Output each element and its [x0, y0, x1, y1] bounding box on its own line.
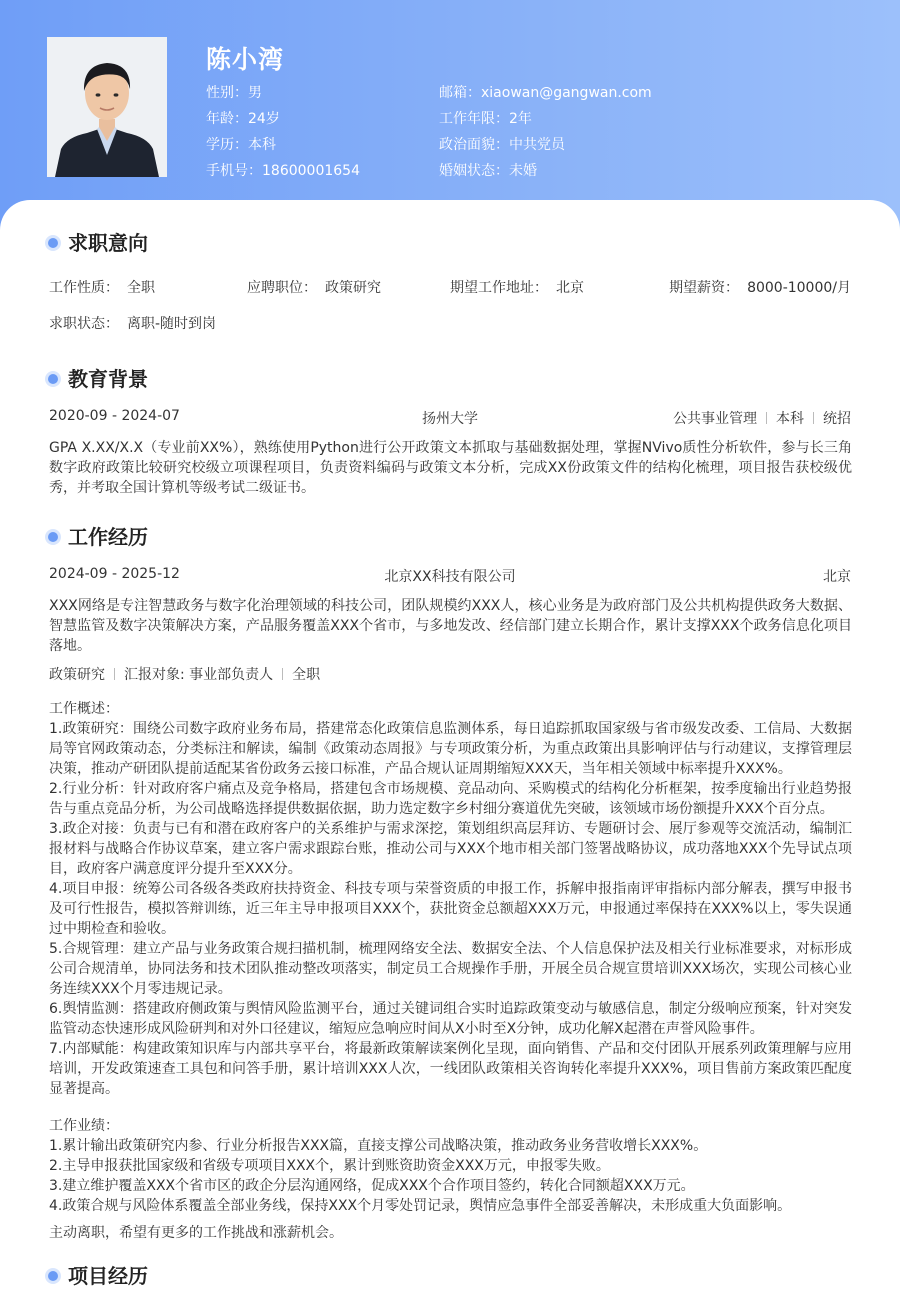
achievement-item: 2.主导申报获批国家级和省级专项项目XXX个，累计到账资助资金XXX万元，申报零失败。: [49, 1158, 610, 1174]
work-tags: [49, 664, 320, 684]
company-name: 北京XX科技有限公司: [384, 569, 516, 585]
divider: [282, 668, 283, 680]
overview-title: 工作概述：: [49, 701, 119, 717]
candidate-name: 陈小湾: [206, 45, 285, 74]
overview-item: 4.项目申报：统筹公司各级各类政府扶持资金、科技专项与荣誉资质的申报工作，拆解申报指南评审指标内部分解表，撰写申报书及可行性报告，模拟答辩训练，近三年主导申报项目XXX个，获批资金总额超XXX万元，申报通过率保持在XXX%以上，零失误通过中期检查和验收。: [49, 881, 852, 937]
company-description: XXX网络是专注智慧政务与数字化治理领域的科技公司，团队规模约XXX人，核心业务是为政府部门及公共机构提供政务大数据、智慧监管及数字决策解决方案，产品服务覆盖XXX个省市，与多地发改、经信部门建立长期合作，累计支撑XXX个政务信息化项目落地。: [49, 598, 852, 654]
education-field: 学历：本科: [206, 137, 276, 153]
degree: 本科: [776, 411, 804, 427]
major: 公共事业管理: [673, 411, 757, 427]
report-to: 汇报对象: 事业部负责人: [124, 667, 274, 683]
basic-info-left: [206, 83, 360, 187]
email-field: 邮箱：xiaowan@gangwan.com: [439, 85, 652, 101]
gender-field: 性别：男: [206, 85, 262, 101]
work-period: 2024-09 - 2025-12: [49, 566, 180, 582]
overview-item: 5.合规管理：建立产品与业务政策合规扫描机制，梳理网络安全法、数据安全法、个人信息保护法及相关行业标准要求，对标形成公司合规清单，协同法务和技术团队推动整改项落实，制定员工合规操作手册，开展全员合规宣贯培训XXX场次，实现公司核心业务连续XXX个月零违规记录。: [49, 941, 852, 997]
political-status-field: 政治面貌：中共党员: [439, 137, 565, 153]
section-dot-icon: [48, 1271, 58, 1281]
job-type: 工作性质： 全职: [49, 280, 155, 296]
divider: [766, 412, 767, 424]
overview-item: 3.政企对接：负责与已有和潜在政府客户的关系维护与需求深挖，策划组织高层拜访、专题研讨会、展厅参观等交流活动，编制汇报材料与战略合作协议草案，建立客户需求跟踪台账，推动公司与XXX个地市相关部门签署战略协议，成功落地XXX个先导试点项目，政府客户满意度评分提升至XXX分。: [49, 821, 852, 877]
education-description: GPA X.XX/X.X（专业前XX%），熟练使用Python进行公开政策文本抓取与基础数据处理，掌握NVivo质性分析软件，参与长三角数字政府政策比较研究校级立项课程项目，负责资料编码与政策文本分析，完成XX份政策文件的结构化梳理，项目报告获校级优秀，并考取全国计算机等级考试二级证书。: [49, 440, 852, 496]
school-name: 扬州大学: [422, 411, 478, 427]
profile-photo: [47, 37, 167, 177]
section-dot-icon: [48, 532, 58, 542]
divider: [813, 412, 814, 424]
divider: [114, 668, 115, 680]
job-position: 应聘职位： 政策研究: [247, 280, 381, 296]
achievements-title: 工作业绩：: [49, 1118, 119, 1134]
overview-item: 7.内部赋能：构建政策知识库与内部共享平台，将最新政策解读案例化呈现，面向销售、产品和交付团队开展系列政策理解与应用培训，开发政策速查工具包和问答手册，累计培训XXX人次，一线团队政策相关咨询转化率提升XXX%，项目售前方案政策匹配度显著提高。: [49, 1041, 852, 1097]
age-field: 年龄：24岁: [206, 111, 280, 127]
job-status: 求职状态： 离职-随时到岗: [49, 316, 217, 332]
education-period: 2020-09 - 2024-07: [49, 408, 180, 424]
achievement-item: 1.累计输出政策研究内参、行业分析报告XXX篇，直接支撑公司战略决策，推动政务业务营收增长XXX%。: [49, 1138, 708, 1154]
leave-reason: 主动离职，希望有更多的工作挑战和涨薪机会。: [49, 1225, 343, 1241]
work-type: 全职: [292, 667, 321, 683]
phone-field: 手机号：18600001654: [206, 163, 360, 179]
work-overview: [49, 699, 852, 1099]
work-years-field: 工作年限：2年: [439, 111, 532, 127]
overview-item: 6.舆情监测：搭建政府侧政策与舆情风险监测平台，通过关键词组合实时追踪政策变动与敏感信息，制定分级响应预案，针对突发监管动态快速形成风险研判和对外口径建议，缩短应急响应时间从X小时至X分钟，成功化解X起潜在声誉风险事件。: [49, 1001, 852, 1037]
section-dot-icon: [48, 238, 58, 248]
work-achievements: [49, 1116, 852, 1216]
work-header-row: [49, 566, 851, 586]
job-salary: 期望薪资： 8000-10000/月: [669, 280, 851, 296]
education-meta: [673, 408, 851, 428]
marital-status-field: 婚姻状态：未婚: [439, 163, 537, 179]
achievement-item: 4.政策合规与风险体系覆盖全部业务线，保持XXX个月零处罚记录，舆情应急事件全部妥善解决，未形成重大负面影响。: [49, 1198, 792, 1214]
basic-info-right: [439, 83, 652, 187]
work-city: 北京: [823, 569, 851, 585]
overview-item: 1.政策研究：围绕公司数字政府业务布局，搭建常态化政策信息监测体系，每日追踪抓取国家级与省市级发改委、工信局、大数据局等官网政策动态，分类标注和解读，编制《政策动态周报》与专项政策分析，为重点政策出具影响评估与行动建议，支撑管理层决策，推动产研团队提前适配某省份政务云接口标准，产品合规认证周期缩短XXX天，当年相关领域中标率提升XXX%。: [49, 721, 852, 777]
education-header-row: [49, 408, 851, 428]
overview-item: 2.行业分析：针对政府客户痛点及竞争格局，搭建包含市场规模、竞品动向、采购模式的结构化分析框架，按季度输出行业趋势报告与重点竞品分析，为公司战略选择提供数据依据，助力选定数字乡村细分赛道优先突破，该领域市场份额提升XXX个百分点。: [49, 781, 852, 817]
work-role: 政策研究: [49, 667, 105, 683]
job-location: 期望工作地址： 北京: [450, 280, 584, 296]
section-dot-icon: [48, 374, 58, 384]
enrollment-type: 统招: [823, 411, 851, 427]
achievement-item: 3.建立维护覆盖XXX个省市区的政企分层沟通网络，促成XXX个合作项目签约，转化合同额超XXX万元。: [49, 1178, 695, 1194]
